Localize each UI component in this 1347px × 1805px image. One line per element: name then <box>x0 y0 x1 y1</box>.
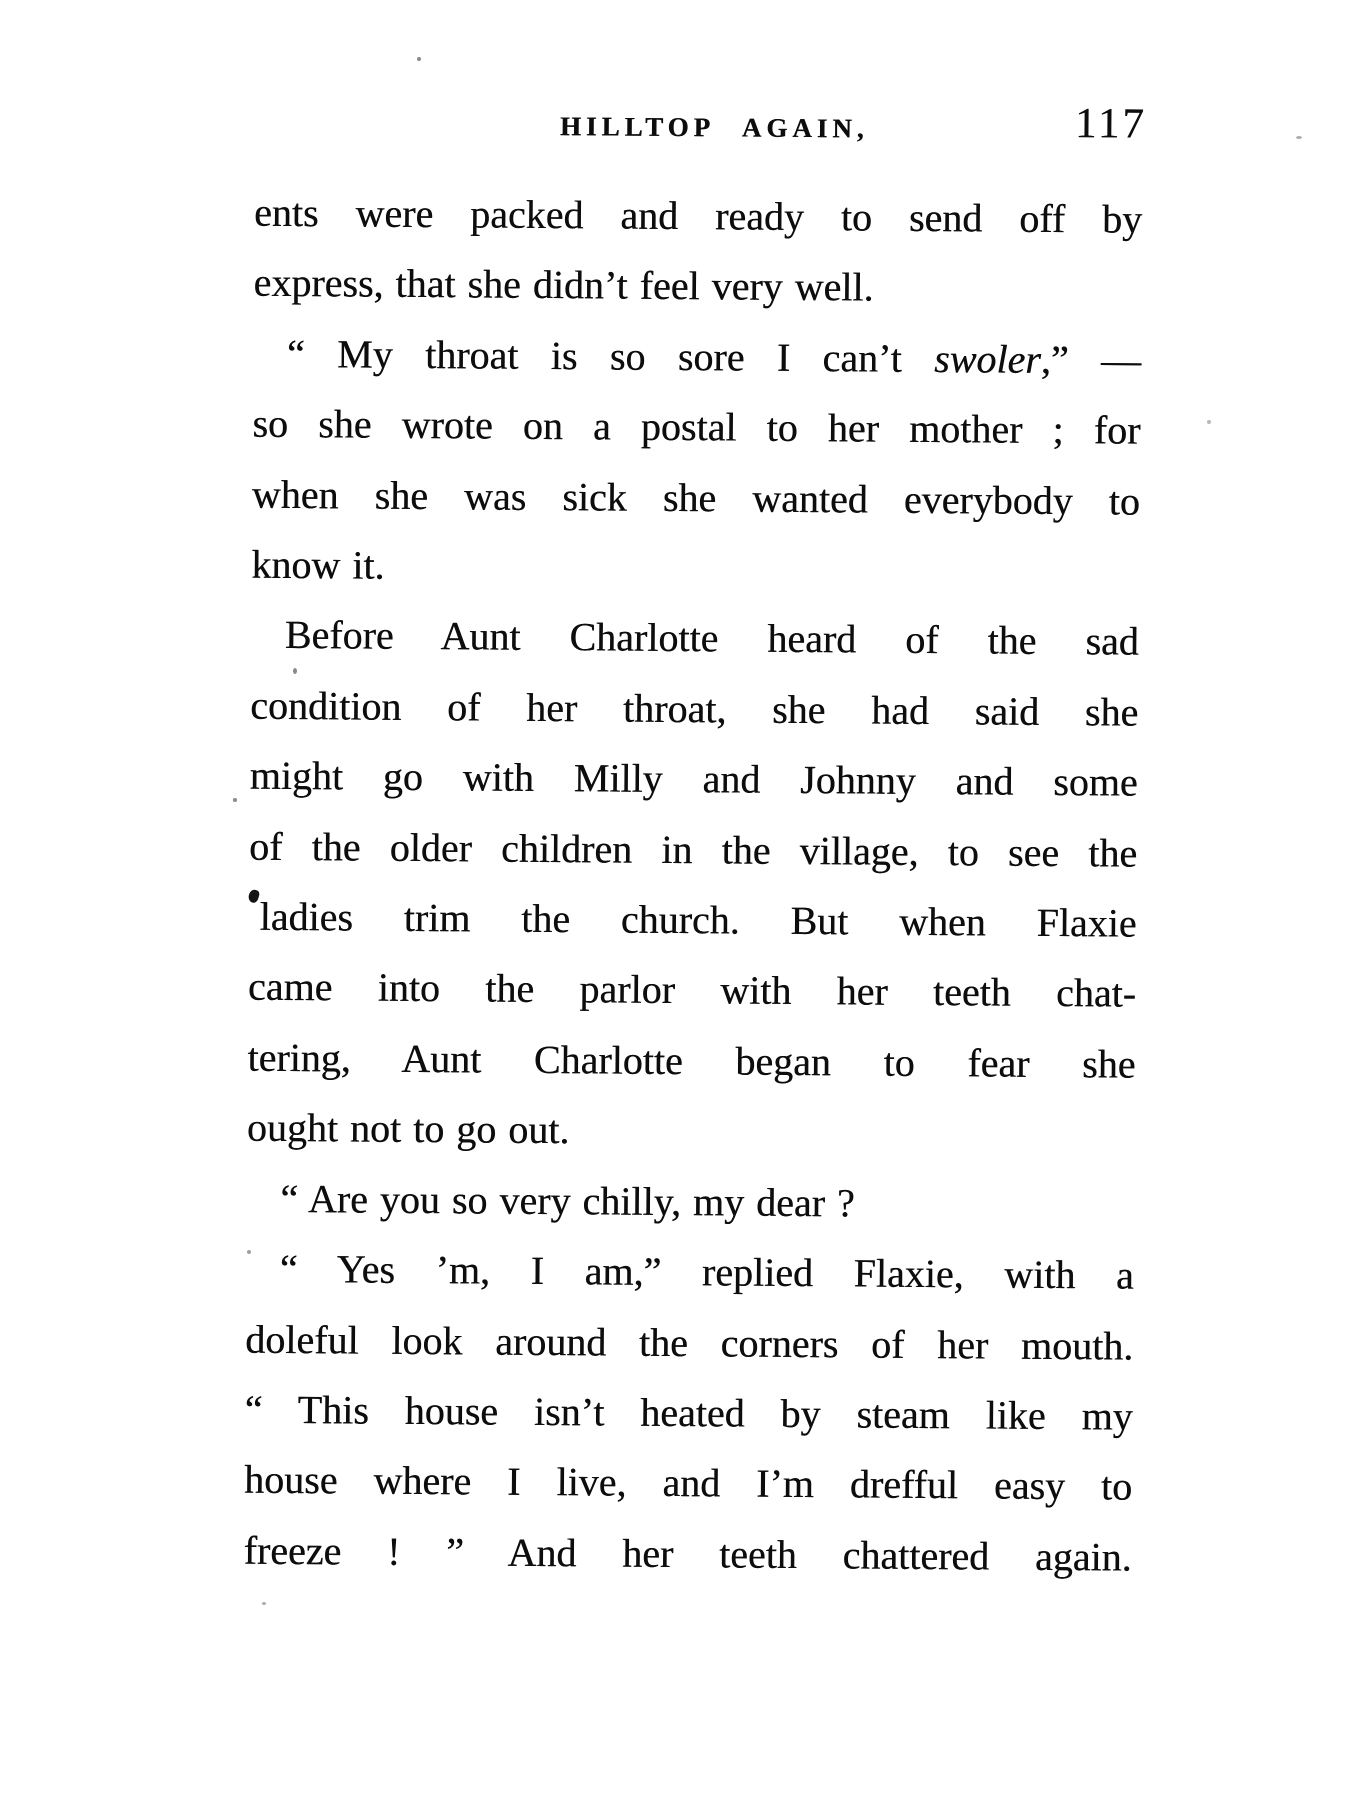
text-segment: of the older children in the village, to see the <box>248 823 1138 876</box>
scan-speck <box>293 668 297 674</box>
text-line <box>244 1375 1133 1452</box>
text-segment: ,” — <box>1040 336 1142 383</box>
scan-speck <box>1207 420 1211 424</box>
text-segment: “ Yes ’m, I am,” replied Flaxie, with a <box>279 1246 1134 1298</box>
text-line <box>248 952 1137 1029</box>
text-block <box>243 178 1142 1593</box>
text-segment: ought not to go out. <box>246 1104 570 1153</box>
text-line <box>247 1093 1136 1170</box>
ink-blot-mark <box>247 889 260 904</box>
scan-speck <box>417 57 421 61</box>
text-line <box>253 248 1142 325</box>
running-title: HILLTOP AGAIN, <box>559 111 869 144</box>
text-segment: freeze ! ” And her teeth chattered again. <box>243 1527 1132 1580</box>
text-line <box>251 600 1140 677</box>
text-line <box>246 1234 1135 1311</box>
text-segment: so she wrote on a postal to her mother ; for <box>252 400 1141 453</box>
text-line <box>249 811 1138 888</box>
text-segment: know it. <box>251 541 385 588</box>
text-segment: condition of her throat, she had said she <box>250 682 1139 735</box>
text-segment: ents were packed and ready to send off by <box>253 189 1143 242</box>
text-segment: Before Aunt Charlotte heard of the sad <box>284 612 1139 665</box>
text-segment: ladies trim the church. But when Flaxie <box>259 893 1137 946</box>
scan-speck <box>233 798 237 802</box>
text-segment: when she was sick she wanted everybody to <box>251 471 1141 524</box>
text-line <box>243 1515 1132 1592</box>
text-line <box>245 1304 1134 1381</box>
text-segment: came into the parlor with her teeth chat- <box>247 964 1137 1017</box>
scan-speck <box>262 1602 266 1605</box>
page-number: 117 <box>1074 100 1148 148</box>
text-line <box>244 1445 1133 1522</box>
text-segment: “ This house isn’t heated by steam like my <box>244 1386 1133 1439</box>
text-line <box>250 671 1139 748</box>
text-segment: “ Are you so very chilly, my dear ? <box>280 1175 855 1226</box>
italic-word: swoler <box>933 335 1042 382</box>
text-line <box>249 741 1138 818</box>
text-line <box>254 178 1143 255</box>
text-line <box>248 882 1137 959</box>
text-segment: tering, Aunt Charlotte began to fear she <box>247 1034 1136 1087</box>
text-line <box>252 389 1141 466</box>
text-segment: doleful look around the corners of her mouth. <box>245 1316 1134 1369</box>
scan-speck <box>247 1250 251 1254</box>
text-line <box>247 1023 1136 1100</box>
text-line <box>246 1163 1135 1240</box>
text-line <box>251 530 1140 607</box>
text-segment: “ My throat is so sore I can’t <box>286 330 935 381</box>
text-segment: might go with Milly and Johnny and some <box>249 752 1138 805</box>
text-segment: house where I live, and I’m drefful easy to <box>243 1456 1133 1509</box>
text-line <box>253 318 1142 395</box>
text-segment: express, that she didn’t feel very well. <box>253 260 874 310</box>
scan-speck <box>1296 136 1302 139</box>
text-line <box>252 459 1141 536</box>
